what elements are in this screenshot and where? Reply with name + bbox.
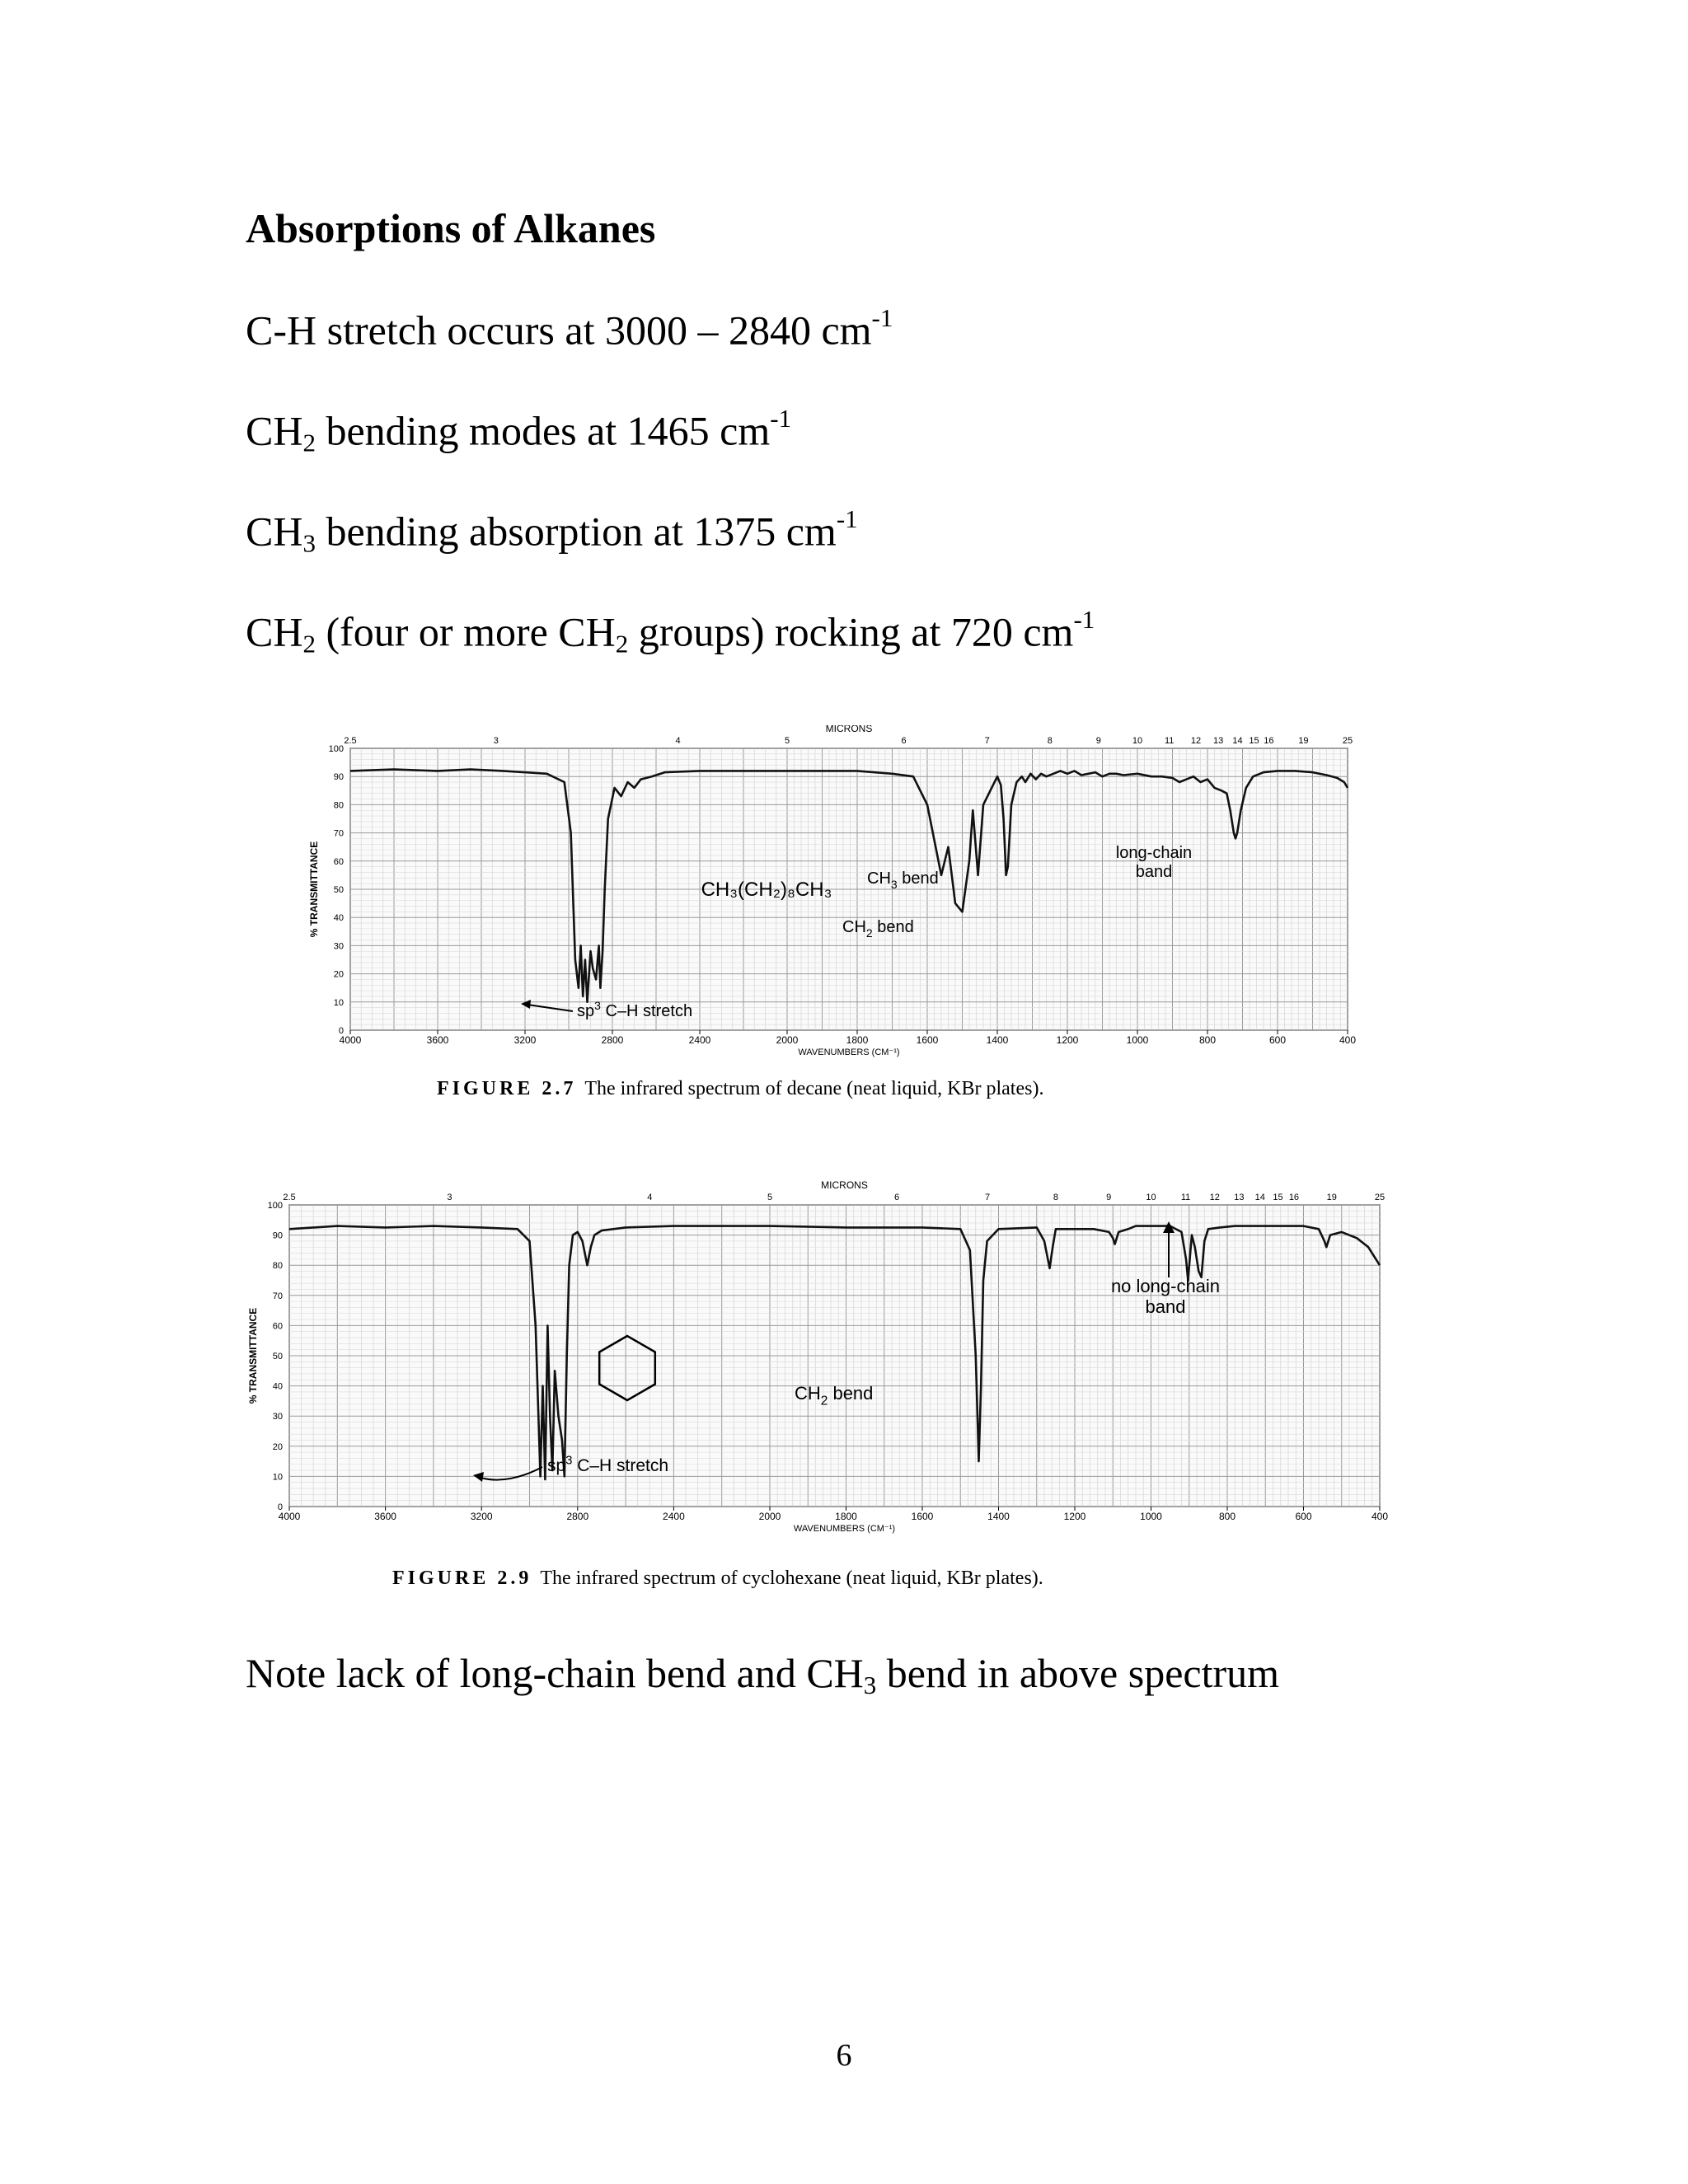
y-tick-label: 10 bbox=[272, 1472, 283, 1483]
y-tick-label: 20 bbox=[272, 1441, 283, 1452]
y-tick-label: 90 bbox=[333, 772, 344, 783]
x-tick-label: 2000 bbox=[776, 1034, 799, 1046]
micron-tick-label: 8 bbox=[1047, 736, 1053, 746]
x-tick-label: 3200 bbox=[513, 1034, 537, 1046]
x-tick-label: 1600 bbox=[911, 1511, 934, 1522]
micron-tick-label: 9 bbox=[1106, 1193, 1112, 1202]
micron-tick-label: 11 bbox=[1180, 1193, 1191, 1202]
micron-tick-label: 16 bbox=[1288, 1193, 1300, 1202]
y-tick-label: 50 bbox=[272, 1352, 283, 1361]
micron-tick-label: 25 bbox=[1374, 1193, 1386, 1202]
y-axis-label: % TRANSMITTANCE bbox=[308, 841, 320, 938]
y-axis-label: % TRANSMITTANCE bbox=[247, 1307, 259, 1404]
micron-tick-label: 12 bbox=[1209, 1193, 1220, 1202]
ch2-bend-label: $CH_2$ bend bbox=[842, 918, 914, 940]
long-chain-label-2: band bbox=[1135, 863, 1173, 881]
ch2-rocking-line: CH2 (four or more CH2 groups) rocking at 720 $cm^{-1}$ bbox=[246, 605, 1095, 658]
ch-stretch-line: C-H stretch occurs at 3000 – 2840 $cm^{-1}$ bbox=[246, 303, 893, 354]
micron-tick-label: 25 bbox=[1342, 736, 1353, 746]
y-tick-label: 0 bbox=[277, 1502, 283, 1512]
micron-tick-label: 15 bbox=[1273, 1193, 1283, 1202]
sp3-stretch-label: $sp^3$ C–H stretch bbox=[577, 999, 693, 1020]
top-axis-label: MICRONS bbox=[821, 1179, 868, 1191]
x-tick-label: 1800 bbox=[846, 1034, 869, 1046]
x-tick-label: 1200 bbox=[1056, 1034, 1079, 1046]
x-tick-label: 2400 bbox=[688, 1034, 711, 1046]
no-long-chain-label-2: band bbox=[1145, 1296, 1186, 1317]
x-tick-label: 1000 bbox=[1140, 1511, 1162, 1522]
top-axis-label: MICRONS bbox=[825, 725, 873, 734]
x-tick-label: 2000 bbox=[758, 1511, 781, 1522]
x-tick-label: 2400 bbox=[663, 1511, 685, 1522]
micron-tick-label: 4 bbox=[647, 1193, 653, 1202]
micron-tick-label: 2.5 bbox=[283, 1193, 296, 1202]
micron-tick-label: 13 bbox=[1234, 1193, 1245, 1202]
micron-tick-label: 2.5 bbox=[344, 736, 357, 746]
y-tick-label: 50 bbox=[333, 885, 344, 895]
x-tick-label: 3200 bbox=[470, 1511, 493, 1522]
micron-tick-label: 14 bbox=[1254, 1193, 1265, 1202]
x-tick-label: 1600 bbox=[916, 1034, 939, 1046]
x-tick-label: 2800 bbox=[601, 1034, 624, 1046]
micron-tick-label: 7 bbox=[985, 1193, 991, 1202]
x-axis-label: WAVENUMBERS (CM⁻¹) bbox=[798, 1047, 900, 1057]
sp3-stretch-label: $sp^3$ C–H stretch bbox=[547, 1454, 669, 1475]
cyclohexane-ir-spectrum bbox=[244, 1162, 1418, 1603]
figure-caption: FIGURE 2.7 The infrared spectrum of decane (neat liquid, KBr plates). bbox=[437, 1078, 1044, 1099]
micron-tick-label: 3 bbox=[447, 1193, 452, 1202]
y-tick-label: 80 bbox=[272, 1261, 283, 1272]
x-tick-label: 1000 bbox=[1126, 1034, 1149, 1046]
y-tick-label: 30 bbox=[333, 941, 344, 952]
note-line: Note lack of long-chain bend and CH3 bend in above spectrum bbox=[246, 1650, 1280, 1699]
ch3-bending-line: CH3 bending absorption at 1375 $cm^{-1}$ bbox=[246, 504, 858, 558]
y-tick-label: 60 bbox=[333, 856, 344, 867]
ch2-bending-line: CH2 bending modes at 1465 $cm^{-1}$ bbox=[246, 404, 792, 457]
page-number: 6 bbox=[836, 2038, 852, 2073]
y-tick-label: 0 bbox=[338, 1026, 344, 1036]
y-tick-label: 40 bbox=[272, 1381, 283, 1392]
ch2-bend-label: $CH_2$ bend bbox=[795, 1383, 874, 1408]
y-tick-label: 100 bbox=[328, 744, 344, 754]
ch3-bend-label: $CH_3$ bend bbox=[867, 869, 939, 891]
figure-caption: FIGURE 2.9 The infrared spectrum of cyclohexane (neat liquid, KBr plates). bbox=[392, 1568, 1043, 1589]
decane-ir-spectrum bbox=[305, 725, 1376, 1113]
long-chain-label: long-chain bbox=[1115, 844, 1193, 862]
micron-tick-label: 9 bbox=[1095, 736, 1101, 746]
x-tick-label: 3600 bbox=[374, 1511, 396, 1522]
y-tick-label: 40 bbox=[333, 913, 344, 924]
figure-2-7 bbox=[305, 725, 1376, 1113]
micron-tick-label: 10 bbox=[1132, 736, 1143, 746]
y-tick-label: 70 bbox=[272, 1291, 283, 1301]
micron-tick-label: 16 bbox=[1264, 736, 1274, 746]
micron-tick-label: 19 bbox=[1326, 1193, 1337, 1202]
micron-tick-label: 6 bbox=[893, 1193, 900, 1202]
micron-tick-label: 6 bbox=[901, 736, 907, 746]
x-tick-label: 600 bbox=[1268, 1034, 1287, 1046]
x-tick-label: 1400 bbox=[987, 1511, 1010, 1522]
formula-label: CH₃(CH₂)₈CH₃ bbox=[701, 879, 832, 901]
micron-tick-label: 10 bbox=[1146, 1193, 1156, 1202]
y-tick-label: 70 bbox=[333, 828, 344, 839]
x-tick-label: 800 bbox=[1198, 1034, 1217, 1046]
x-tick-label: 1400 bbox=[986, 1034, 1009, 1046]
micron-tick-label: 3 bbox=[493, 736, 499, 746]
micron-tick-label: 7 bbox=[984, 736, 990, 746]
x-tick-label: 4000 bbox=[339, 1034, 362, 1046]
x-tick-label: 600 bbox=[1295, 1511, 1312, 1522]
x-tick-label: 1800 bbox=[835, 1511, 857, 1522]
micron-tick-label: 19 bbox=[1298, 736, 1309, 746]
y-tick-label: 100 bbox=[267, 1201, 283, 1211]
micron-tick-label: 5 bbox=[767, 1193, 773, 1202]
x-tick-label: 1200 bbox=[1063, 1511, 1086, 1522]
x-tick-label: 4000 bbox=[278, 1511, 301, 1522]
micron-tick-label: 8 bbox=[1053, 1193, 1058, 1202]
x-tick-label: 2800 bbox=[566, 1511, 589, 1522]
micron-tick-label: 5 bbox=[784, 736, 790, 746]
x-tick-label: 400 bbox=[1371, 1511, 1389, 1522]
y-tick-label: 10 bbox=[333, 997, 344, 1008]
micron-tick-label: 15 bbox=[1249, 736, 1259, 746]
micron-tick-label: 11 bbox=[1164, 736, 1175, 746]
micron-tick-label: 13 bbox=[1213, 736, 1224, 746]
page-title: Absorptions of Alkanes bbox=[246, 205, 656, 251]
y-tick-label: 90 bbox=[272, 1230, 283, 1241]
y-tick-label: 30 bbox=[272, 1412, 283, 1422]
y-tick-label: 20 bbox=[333, 969, 344, 980]
micron-tick-label: 14 bbox=[1232, 736, 1243, 746]
no-long-chain-label: no long-chain bbox=[1110, 1276, 1221, 1296]
x-tick-label: 800 bbox=[1218, 1511, 1236, 1522]
micron-tick-label: 12 bbox=[1190, 736, 1202, 746]
x-axis-label: WAVENUMBERS (CM⁻¹) bbox=[793, 1524, 896, 1534]
figure-2-9 bbox=[244, 1162, 1418, 1603]
x-tick-label: 400 bbox=[1339, 1034, 1357, 1046]
y-tick-label: 60 bbox=[272, 1321, 283, 1332]
x-tick-label: 3600 bbox=[426, 1034, 449, 1046]
y-tick-label: 80 bbox=[333, 800, 344, 811]
micron-tick-label: 4 bbox=[675, 736, 681, 746]
